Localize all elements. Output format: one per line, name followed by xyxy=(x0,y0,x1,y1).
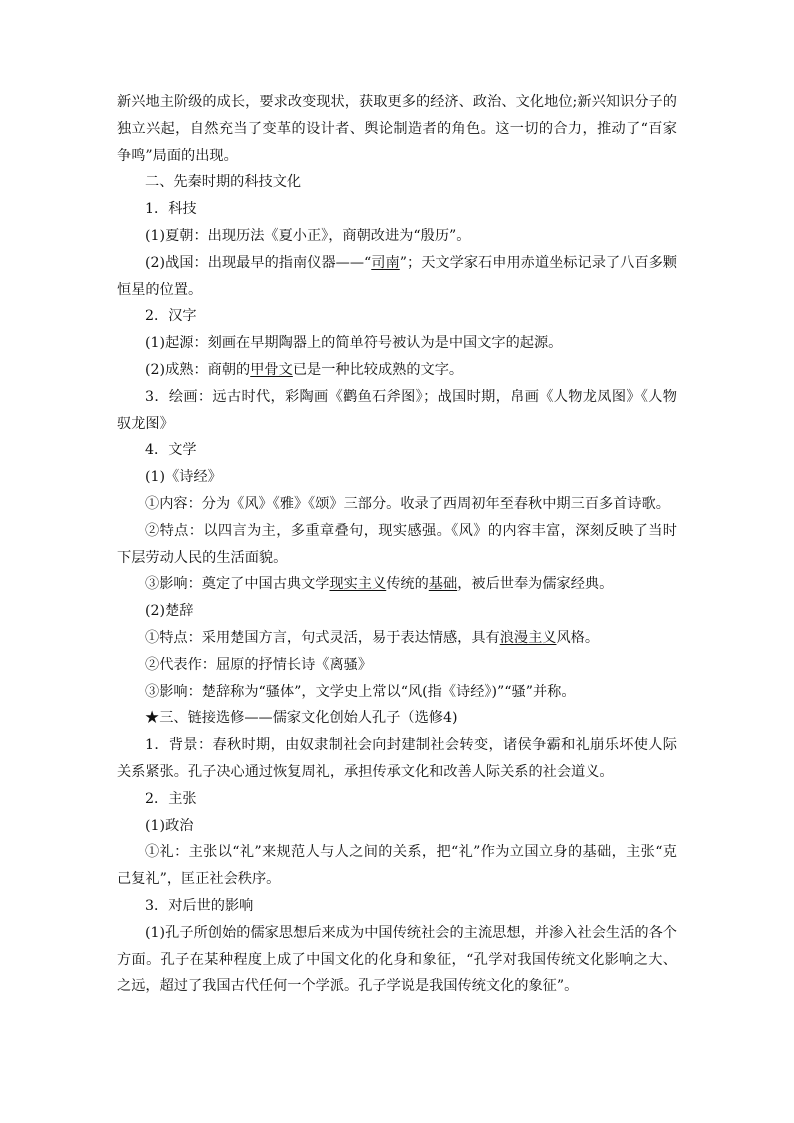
paragraph xyxy=(117,839,677,893)
text-run: ”；天文学家石申用赤道坐标记录了八百多颗恒星的位置。 xyxy=(117,254,677,298)
paragraph xyxy=(117,705,677,732)
underlined-term: 现实主义 xyxy=(329,576,387,593)
paragraph xyxy=(117,196,677,223)
paragraph xyxy=(117,679,677,706)
paragraph xyxy=(117,384,677,438)
text-run: ③影响：奠定了中国古典文学 xyxy=(145,576,330,593)
paragraph xyxy=(117,893,677,920)
text-run: 4．文学 xyxy=(145,442,197,459)
underlined-term: 基础 xyxy=(428,576,458,593)
paragraph xyxy=(117,89,677,169)
text-run: 2．主张 xyxy=(145,790,197,807)
text-run: (1)夏朝：出现历法《夏小正》，商朝改进为“殷历”。 xyxy=(145,227,471,244)
text-run: 1．背景：春秋时期，由奴隶制社会向封建制社会转变，诸侯争霸和礼崩乐坏使人际关系紧张。孔子决心通过恢复周礼，承担传承文化和改善人际关系的社会道义。 xyxy=(117,737,677,780)
paragraph xyxy=(117,169,677,196)
paragraph xyxy=(117,303,677,330)
paragraph xyxy=(117,625,677,652)
paragraph xyxy=(117,732,677,786)
text-run: ②特点：以四言为主，多重章叠句，现实感强。《风》的内容丰富，深刻反映了当时下层劳动人民的生活面貌。 xyxy=(117,522,677,566)
text-run: (1)起源：刻画在早期陶器上的简单符号被认为是中国文字的起源。 xyxy=(145,335,563,352)
paragraph xyxy=(117,250,677,304)
text-run: 1．科技 xyxy=(145,201,197,218)
text-run: (1)政治 xyxy=(145,817,194,834)
paragraph xyxy=(117,571,677,598)
text-run: 二、先秦时期的科技文化 xyxy=(145,174,302,191)
text-run: (2)成熟：商朝的 xyxy=(145,361,251,378)
text-run: ，被后世奉为儒家经典。 xyxy=(457,576,614,593)
text-run: 新兴地主阶级的成长，要求改变现状，获取更多的经济、政治、文化地位;新兴知识分子的独立兴起，自然充当了变革的设计者、舆论制造者的角色。这一切的合力，推动了“百家争鸣”局面的出现。 xyxy=(117,94,677,164)
text-run: 风格。 xyxy=(556,629,600,646)
paragraph xyxy=(117,598,677,625)
document-body xyxy=(117,89,677,1000)
paragraph xyxy=(117,437,677,464)
paragraph xyxy=(117,652,677,679)
text-run: 已是一种比较成熟的文字。 xyxy=(292,361,464,378)
text-run: (2)战国：出现最早的指南仪器——“ xyxy=(145,254,372,271)
text-run: ③影响：楚辞称为“骚体”，文学史上常以“风(指《诗经》)”“骚”并称。 xyxy=(145,683,576,700)
text-run: 传统的 xyxy=(386,576,429,593)
text-run: (1)孔子所创始的儒家思想后来成为中国传统社会的主流思想，并渗入社会生活的各个方面。孔子在某种程度上成了中国文化的化身和象征，“孔学对我国传统文化影响之大、之远，超过了我国古代任何一个学派。孔子学说是我国传统文化的象征”。 xyxy=(117,924,677,995)
underlined-term: 甲骨文 xyxy=(250,361,293,378)
text-run: ①内容：分为《风》《雅》《颂》三部分。收录了西周初年至春秋中期三百多首诗歌。 xyxy=(145,495,670,512)
paragraph xyxy=(117,518,677,572)
text-run: ★三、链接选修——儒家文化创始人孔子（选修4) xyxy=(145,710,458,727)
paragraph xyxy=(117,330,677,357)
text-run: 2．汉字 xyxy=(145,308,197,325)
text-run: 3．对后世的影响 xyxy=(145,897,254,914)
paragraph xyxy=(117,223,677,250)
paragraph xyxy=(117,491,677,518)
paragraph xyxy=(117,786,677,813)
text-run: (1)《诗经》 xyxy=(145,469,222,486)
text-run: ①礼：主张以“礼”来规范人与人之间的关系，把“礼”作为立国立身的基础，主张“克己复礼”，匡正社会秩序。 xyxy=(117,844,677,888)
text-run: ②代表作：屈原的抒情长诗《离骚》 xyxy=(145,656,373,673)
underlined-term: 司南 xyxy=(371,254,400,271)
paragraph xyxy=(117,464,677,491)
text-run: 3．绘画：远古时代，彩陶画《鹳鱼石斧图》；战国时期，帛画《人物龙凤图》《人物驭龙图》 xyxy=(117,388,677,432)
underlined-term: 浪漫主义 xyxy=(499,629,557,646)
paragraph xyxy=(117,920,677,1000)
paragraph xyxy=(117,357,677,384)
text-run: (2)楚辞 xyxy=(145,603,194,620)
text-run: ①特点：采用楚国方言，句式灵活，易于表达情感，具有 xyxy=(145,629,500,646)
paragraph xyxy=(117,813,677,840)
